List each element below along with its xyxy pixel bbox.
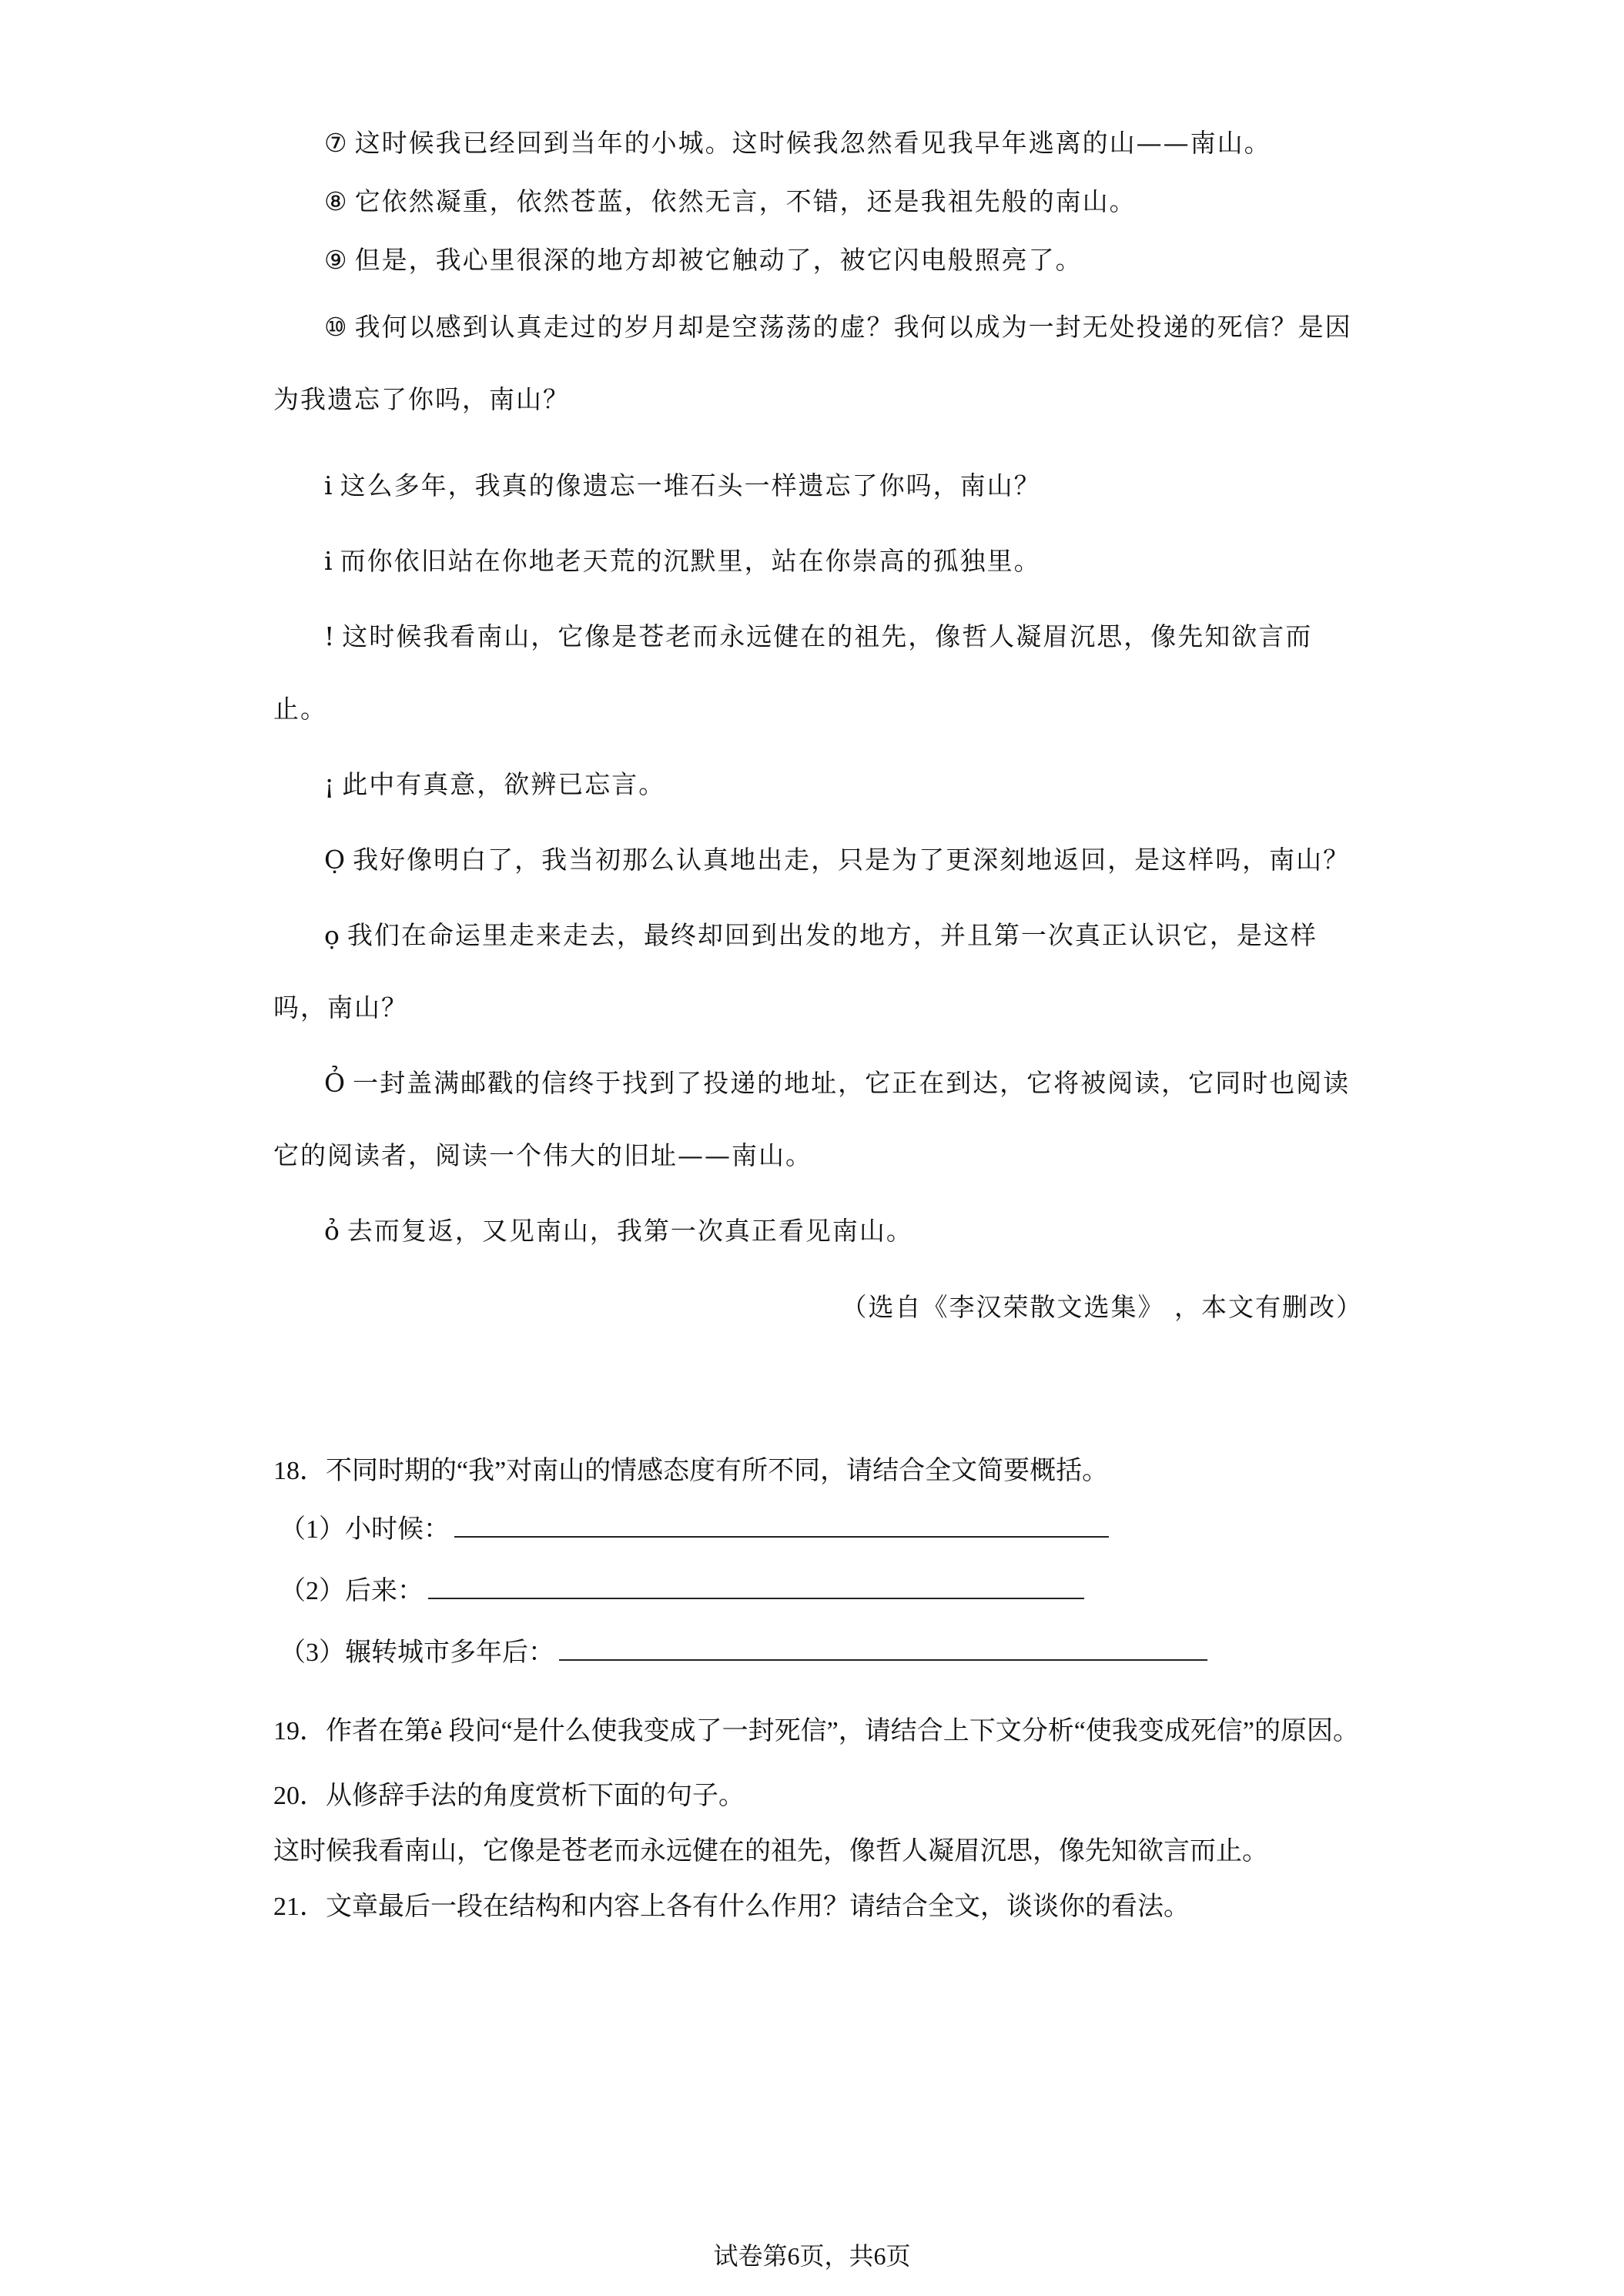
paragraph-marker: Ọ (324, 845, 347, 875)
question-18-item-3 (273, 1622, 1363, 1684)
paragraph-9 (273, 233, 1363, 288)
paragraph-text: 我何以感到认真走过的岁月却是空荡荡的虚？我何以成为一封无处投递的死信？是因为我遗忘了你吗，南山？ (273, 312, 1352, 414)
item-label: （3）辗转城市多年后： (280, 1638, 554, 1667)
question-18-item-2 (273, 1561, 1363, 1622)
paragraph-text: 这时候我已经回到当年的小城。这时候我忽然看见我早年逃离的山——南山。 (354, 128, 1271, 158)
question-section (273, 1444, 1363, 1935)
paragraph-marker: ⑩ (324, 312, 349, 342)
question-20-sentence: 这时候我看南山，它像是苍老而永远健在的祖先，像哲人凝眉沉思，像先知欲言而止。 (273, 1837, 1268, 1866)
paragraph-15 (273, 824, 1363, 896)
paragraph-text: 它依然凝重，依然苍蓝，依然无言，不错，还是我祖先般的南山。 (354, 186, 1137, 216)
paragraph-marker: ⑦ (324, 128, 349, 158)
paragraph-text: 而你依旧站在你地老天荒的沉默里，站在你崇高的孤独里。 (340, 546, 1041, 576)
paragraph-10 (273, 291, 1363, 436)
paragraph-text: 我们在命运里走来走去，最终却回到出发的地方，并且第一次真正认识它，是这样吗，南山？ (273, 920, 1318, 1022)
paragraph-12 (273, 525, 1363, 597)
answer-blank[interactable] (559, 1633, 1207, 1661)
paragraph-marker: ⅰ (324, 470, 334, 500)
paragraph-text: 这时候我看南山，它像是苍老而永远健在的祖先，像哲人凝眉沉思，像先知欲言而止。 (273, 621, 1313, 724)
paragraph-11 (273, 450, 1363, 522)
paragraph-marker: ! (324, 621, 337, 651)
paragraph-marker: ⑧ (324, 186, 349, 216)
paragraph-marker: ỏ (324, 1216, 341, 1246)
reading-passage (273, 115, 1363, 1335)
paragraph-text: 去而复返，又见南山，我第一次真正看见南山。 (347, 1216, 913, 1246)
answer-blank[interactable] (454, 1510, 1109, 1538)
item-label: （2）后来： (280, 1577, 424, 1605)
paragraph-text: 一封盖满邮戳的信终于找到了投递的地址，它正在到达，它将被阅读，它同时也阅读它的阅读者，阅读一个伟大的旧址——南山。 (273, 1068, 1351, 1170)
question-20: 20．从修辞手法的角度赏析下面的句子。 (273, 1782, 745, 1810)
paragraph-marker: ⅰ (324, 546, 334, 576)
paragraph-text: 此中有真意，欲辨已忘言。 (342, 769, 666, 799)
paragraph-text: 我好像明白了，我当初那么认真地出走，只是为了更深刻地返回，是这样吗，南山？ (353, 845, 1351, 875)
paragraph-text: 这么多年，我真的像遗忘一堆石头一样遗忘了你吗，南山？ (340, 470, 1041, 500)
paragraph-17 (273, 1047, 1363, 1192)
paragraph-8 (273, 174, 1363, 229)
question-21: 21．文章最后一段在结构和内容上各有什么作用？请结合全文，谈谈你的看法。 (273, 1893, 1190, 1921)
paragraph-18 (273, 1195, 1363, 1267)
paragraph-13 (273, 601, 1363, 745)
paragraph-marker: Ỏ (324, 1068, 347, 1098)
paragraph-marker: ọ (324, 920, 341, 950)
paragraph-16 (273, 899, 1363, 1044)
item-label: （1）小时候： (280, 1515, 450, 1544)
question-18-item-1 (273, 1499, 1363, 1561)
source-citation: （选自《李汉荣散文选集》 ，本文有删改） (841, 1292, 1363, 1322)
question-19: 19．作者在第ẻ 段问“是什么使我变成了一封死信”，请结合上下文分析“使我变成死信”的原因。 (273, 1717, 1359, 1745)
paragraph-marker: ⑨ (324, 245, 349, 275)
paragraph-14 (273, 748, 1363, 821)
question-18: 18．不同时期的“我”对南山的情感态度有所不同，请结合全文简要概括。 (273, 1457, 1109, 1485)
answer-blank[interactable] (428, 1571, 1084, 1599)
paragraph-text: 但是，我心里很深的地方却被它触动了，被它闪电般照亮了。 (354, 245, 1083, 275)
page-footer: 试卷第6页，共6页 (713, 2242, 911, 2270)
paragraph-marker: ¡ (324, 769, 337, 799)
paragraph-7 (273, 115, 1363, 171)
